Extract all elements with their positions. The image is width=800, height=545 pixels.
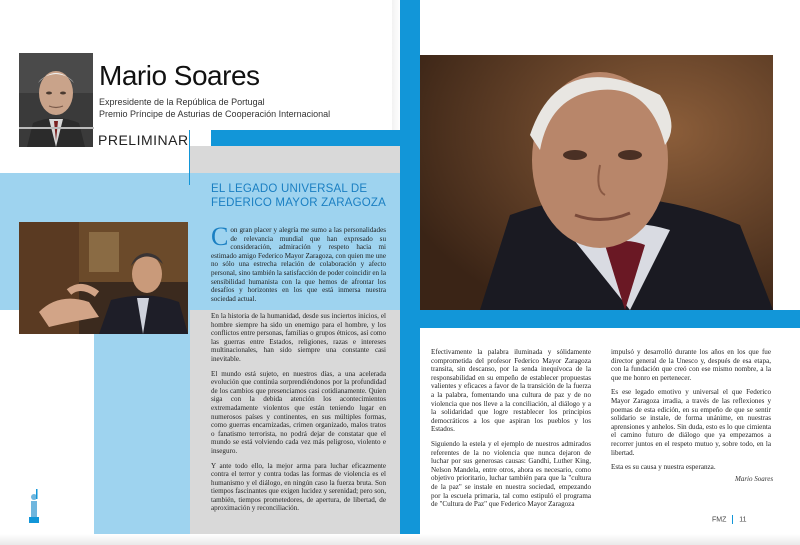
paragraph: Es ese legado emotivo y universal el que Federico Mayor Zaragoza irradia, a través de las reflexiones y poemas de esta edición, en su empeño de que se sentir solidario se instale, de forma unánime, en nuestras aprensiones y anhelos. Sin duda, esto es lo que cimienta el camino futuro de diálogo que ya empezamos a recorrer juntos en el respeto mutuo y, sobre todo, en la libertad. [611,388,771,457]
footer-divider [732,515,733,524]
left-column-body [211,312,386,519]
dropcap: C [211,222,229,251]
publication-code: FMZ [712,516,727,524]
page-number: 11 [739,516,747,524]
blue-photo-backdrop [420,310,773,328]
paragraph: Y ante todo ello, la mejor arma para luchar eficazmente contra el terror y contra todas las formas de violencia es el humanismo y el diálogo, en ningún caso la fuerza bruta. Son tiempos fascinantes que exigen lucidez y serenidad; pero son, también, tiempos prometedores, de apertura, de libertad, de aproximación y reconciliación. [211,461,386,513]
light-blue-strip [94,310,190,534]
section-label: PRELIMINAR [98,132,189,148]
paragraph: En la historia de la humanidad, desde sus inciertos inicios, el hombre siempre ha sido un enemigo para el hombre, y los conflictos entre personas, familias o grupos étnicos, así como las guerras entre Estados, religiones, razas e intereses multinacionales, han sido siempre una constante casi inevitable. [211,312,386,363]
subtitle-line-1: Expresidente de la República de Portugal [99,97,265,107]
blue-bar-top [211,130,400,146]
mayor-zaragoza-photo [19,222,188,334]
page-title: Mario Soares [99,60,260,91]
gray-bar-top [190,146,400,173]
paragraph: Esta es su causa y nuestra esperanza. [611,463,716,472]
right-column-2 [611,348,771,478]
vertical-rule [189,130,190,185]
section-rule [19,127,94,129]
page-bottom-shadow [0,534,800,545]
page-footer [712,515,747,524]
author-subtitle [99,96,330,120]
paragraph: Siguiendo la estela y el ejemplo de nuestros admirados referentes de la no violencia que nunca dejaron de luchar por sus generosas causas: Gandhi, Luther King, Nelson Mandela, entre otros, ahora es necesario, como objetivo prioritario, luchar también para que la "cultura de la paz" se instale en nuestra sociedad, empezando por la escuela primaria, tal como estipuló el programa de "Cultura de Paz" que Federico Mayor Zaragoza [431,439,591,509]
subtitle-line-2: Premio Príncipe de Asturias de Cooperación Internacional [99,109,331,119]
right-column-1 [431,348,591,515]
blue-bar-right [773,310,800,328]
signature: Mario Soares [735,475,774,483]
mario-soares-photo [420,55,773,310]
article-intro [211,222,386,303]
blue-vertical-bar [400,0,420,545]
intro-text: on gran placer y alegría me sumo a las personalidades de relevancia mundial que han expresado su consideración, admiración y respeto hacia mi estimado amigo Federico Mayor Zaragoza, con quien me une no sólo una estrecha relación de colaboración y afecto personal, sino también la satisfacción de poder coincidir en la sensibilidad humanista con la que hemos de afrontar los desafíos y horizontes en los que está inmersa nuestra sociedad actual. [211,226,386,303]
article-heading: EL LEGADO UNIVERSAL DE FEDERICO MAYOR ZARAGOZA [211,183,386,209]
paragraph: impulsó y desarrolló durante los años en los que fue director general de la Unesco y, después de esa etapa, con la fundación que creó con ese mismo nombre, a la que me honro en pertenecer. [611,348,771,382]
paragraph: Efectivamente la palabra iluminada y sólidamente comprometida del profesor Federico Mayor Zaragoza transita, sin descanso, por la senda inequívoca de la responsabilidad en su empeño de establecer propuestas valientes y eficaces a favor de la transición de la fuerza a la palabra, fomentando una cultura de paz y de no violencia que nos lleve a la conciliación, al diálogo y a la solidaridad que logre restablecer los principios democráticos a los que aspiran los pueblos y los Estados. [431,348,591,434]
paragraph: El mundo está sujeto, en nuestros días, a una acelerada evolución que continúa sorprendiéndonos por la profundidad de los cambios que presenciamos casi cotidianamente. Quien siga con la debida atención los acontecimientos extremadamente violentos que están teniendo lugar en numerosos países y continentes, en sus múltiples formas, como guerras encarnizadas, crimen organizado, malos tratos o fanatismo terrorista, no podrá dejar de constatar que el mundo se está volviendo cada vez más peligroso, violento e inseguro. [211,369,386,455]
author-portrait [19,53,93,147]
statue-figure-icon [26,487,42,525]
